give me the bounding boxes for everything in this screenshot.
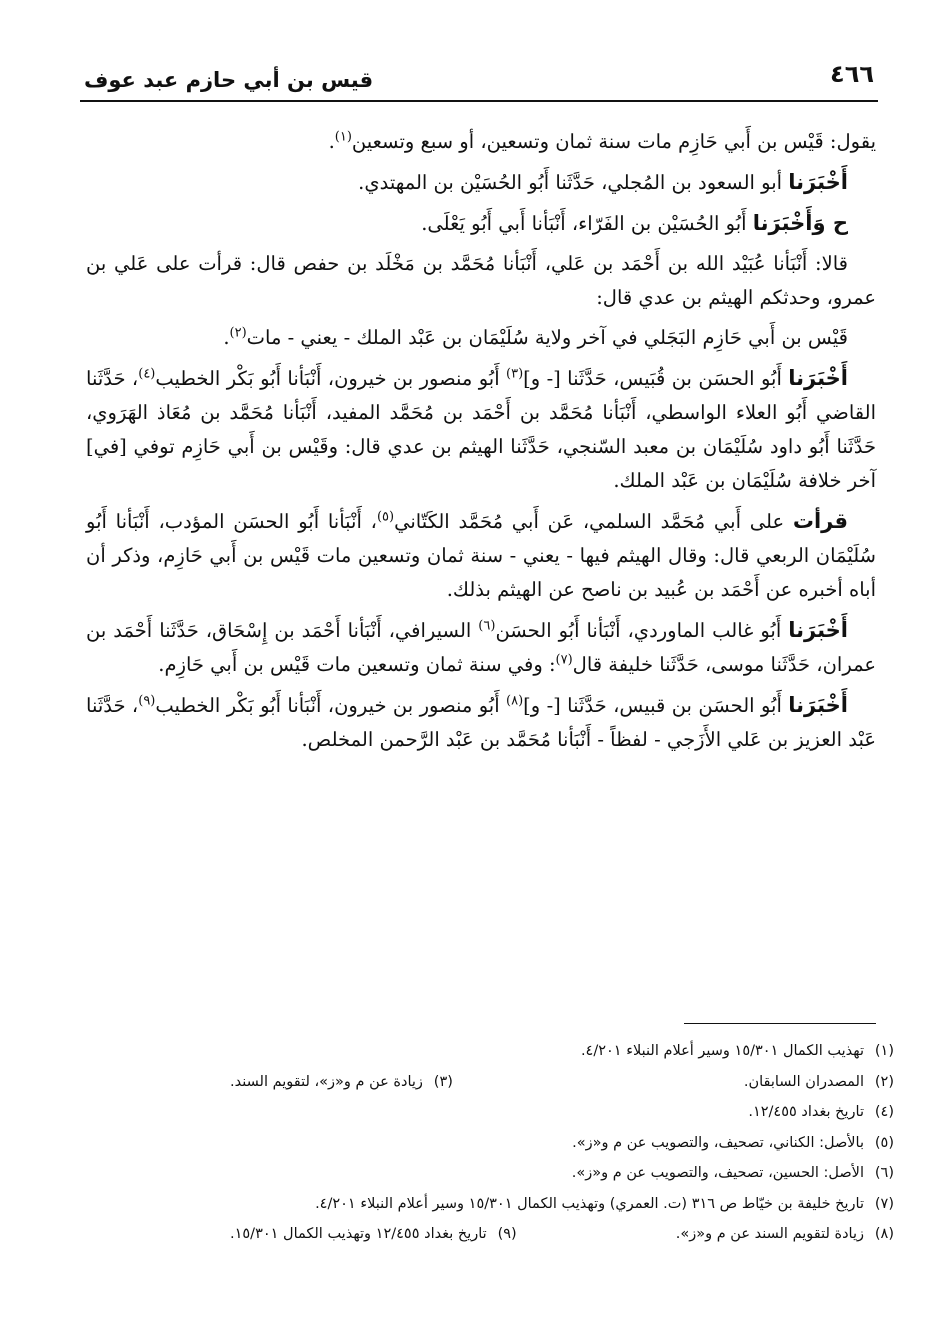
footnote-2: (٢)المصدران السابقان. (٣)زيادة عن م و«ز»، لتقويم السند. bbox=[110, 1067, 894, 1098]
footnote-ref-4: (٤) bbox=[138, 366, 156, 382]
footnote-7: (٧)تاريخ خليفة بن خيّاط ص ٣١٦ (ت. العمري) وتهذيب الكمال ١٥/٣٠١ وسير أعلام النبلاء ٤/٢٠١. bbox=[315, 1195, 894, 1212]
footnote-ref-1: (١) bbox=[334, 129, 352, 145]
footnote-ref-9: (٩) bbox=[138, 693, 156, 709]
paragraph-1: يقول: قَيْس بن أَبي حَازِم مات سنة ثمان وتسعين، أو سبع وتسعين$^{(١)}$. bbox=[328, 129, 876, 153]
keyword-akhbarana: أَخْبَرَنا bbox=[788, 618, 848, 642]
footnote-1: (١)تهذيب الكمال ١٥/٣٠١ وسير أعلام النبلاء ٤/٢٠١. bbox=[580, 1043, 894, 1059]
running-title: قيس بن أبي حازم عبد عوف bbox=[84, 68, 374, 92]
keyword-akhbarana: أَخْبَرَنا bbox=[788, 170, 848, 194]
footnote-8: (٨)زيادة لتقويم السند عن م و«ز». (٩)تاريخ بغداد ١٢/٤٥٥ وتهذيب الكمال ١٥/٣٠١. bbox=[110, 1219, 894, 1250]
paragraph-5: قَيْس بن أَبي حَازِم البَجَلي في آخر ولاية سُلَيْمَان بن عَبْد الملك - يعني - مات$^{(٢)}$. bbox=[223, 325, 848, 349]
footnote-9: (٩)تاريخ بغداد ١٢/٤٥٥ وتهذيب الكمال ١٥/٣٠١. bbox=[230, 1226, 517, 1242]
footnote-ref-3: (٣) bbox=[506, 366, 524, 382]
footnote-4: (٤)تاريخ بغداد ١٢/٤٥٥. bbox=[748, 1104, 894, 1120]
footnote-ref-2: (٢) bbox=[229, 325, 247, 341]
keyword-wa-akhbarana: ح وَأَخْبَرَنا bbox=[752, 211, 848, 235]
keyword-akhbarana: أَخْبَرَنا bbox=[788, 366, 848, 390]
paragraph-9: أَخْبَرَنا أَبُو الحسَن بن قبيس، حَدَّثَنا [- و]$^{(٨)}$ أَبُو منصور بن خيرون، أَنْبَأنا أَبُو بَكْر الخطيب$^{(٩)}$، حَدَّثَنا عَبْد العزيز بن عَلي الأَزَجي - لفظاً - أَنْبَأنا مُحَمَّد بن عَبْد الرَّحمن المخلص. bbox=[86, 693, 876, 751]
paragraph-8: أَخْبَرَنا أَبُو غالب الماوردي، أَنْبَأنا أَبُو الحسَن$^{(٦)}$ السيرافي، أَنْبَأنا أَحْمَد بن إِسْحَاق، حَدَّثَنا أَحْمَد بن عمران، حَدَّثَنا موسى، حَدَّثَنا خليفة قال$^{(٧)}$: وفي سنة ثمان وتسعين مات قَيْس بن أَبي حَازِم. bbox=[86, 618, 876, 676]
footnote-ref-7: (٧) bbox=[555, 652, 573, 668]
footnote-ref-6: (٦) bbox=[478, 618, 496, 634]
footnote-3: (٣)زيادة عن م و«ز»، لتقويم السند. bbox=[230, 1073, 453, 1090]
paragraph-6: أَخْبَرَنا أَبُو الحسَن بن قُبَيس، حَدَّثَنا [- و]$^{(٣)}$ أَبُو منصور بن خيرون، أَنْبَأنا أَبُو بَكْر الخطيب$^{(٤)}$، حَدَّثَنا القاضي أَبُو العلاء الواسطي، أَنْبَأنا مُحَمَّد بن أَحْمَد بن مُحَمَّد المفيد، أَنْبَأنا مُحَمَّد بن مُعَاذ الهَرَوي، حَدَّثَنا أَبُو داود سُلَيْمَان بن معبد السّنجي، حَدَّثَنا الهيثم بن عدي قال: وقَيْس بن أَبي حَازِم توفي [في] آخر خلافة سُلَيْمَان بن عَبْد الملك. bbox=[86, 366, 876, 492]
paragraph-3: ح وَأَخْبَرَنا أَبُو الحُسَيْن بن الفَرّاء، أَنْبَأنا أَبي أَبُو يَعْلَى. bbox=[421, 211, 848, 235]
footnote-ref-8: (٨) bbox=[506, 693, 524, 709]
paragraph-2: أَخْبَرَنا أبو السعود بن المُجلي، حَدَّثَنا أَبُو الحُسَيْن بن المهتدي. bbox=[358, 170, 848, 194]
keyword-qara-tu: قرأت bbox=[792, 509, 848, 533]
page-number: ٤٦٦ bbox=[830, 60, 874, 88]
paragraph-7: قرأت على أَبي مُحَمَّد السلمي، عَن أَبي مُحَمَّد الكَتّاني$^{(٥)}$، أَنْبَأنا أَبُو الحسَن المؤدب، أَنْبَأنا أَبُو سُلَيْمَان الربعي قال: وقال الهيثم فيها - يعني - سنة ثمان وتسعين مات قَيْس بن أَبي حَازِم، وذكر أن أباه أخبره عن أَحْمَد بن عُبيد بن ناصح عن الهيثم بذلك. bbox=[86, 509, 876, 601]
footnote-separator bbox=[684, 1023, 876, 1024]
page-header bbox=[80, 58, 880, 98]
footnote-ref-5: (٥) bbox=[376, 509, 395, 525]
main-text bbox=[86, 125, 876, 763]
footnote-5: (٥)بالأصل: الكناني، تصحيف، والتصويب عن م و«ز». bbox=[572, 1134, 894, 1151]
footnotes bbox=[110, 1036, 894, 1250]
header-rule bbox=[80, 100, 878, 102]
paragraph-4: قالا: أَنْبَأنا عُبَيْد الله بن أَحْمَد بن عَلي، أَنْبَأنا مُحَمَّد بن مَخْلَد بن حفص قال: قرأت على عَلي بن عمرو، وحدثكم الهيثم بن عدي قال: bbox=[86, 252, 876, 309]
keyword-akhbarana: أَخْبَرَنا bbox=[788, 693, 848, 717]
footnote-6: (٦)الأصل: الحسين، تصحيف، والتصويب عن م و«ز». bbox=[571, 1165, 894, 1181]
